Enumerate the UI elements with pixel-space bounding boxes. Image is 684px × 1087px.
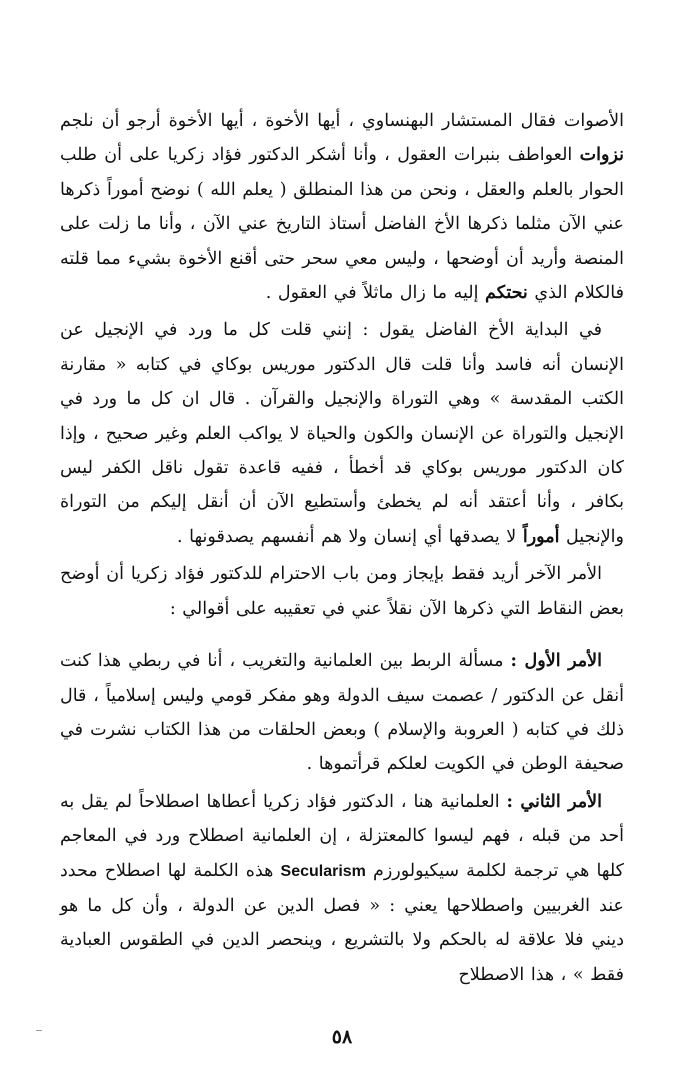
corner-mark [36,1030,42,1031]
paragraph-2 [60,313,624,554]
p2-seg-2: لا يصدقها أي إنسان ولا هم أنفسهم يصدقونها . [177,526,523,547]
page-body [60,104,624,992]
p1-seg-4: إليه ما زال ماثلاً في العقول . [265,283,486,304]
p2-seg-0: في البداية الأخ الفاضل يقول : إنني قلت كل ما ورد في الإنجيل عن الإنسان أنه فاسد وأنا قلت قال الدكتور موريس بوكاي في كتابه « مقارنة الكتب المقدسة » وهي التوراة والإنجيل والقرآن . قال ان كل ما ورد في الإنجيل والتوراة عن الإنسان والكون والحياة لا يواكب العلم وغير صحيح ، وإذا كان الدكتور موريس بوكاي قد أخطأ ، ففيه قاعدة تقول ناقل الكفر ليس بكافر ، وأنا أعتقد أنه لم يخطئ وأستطيع الآن أن أنقل إليكم من التوراة والإنجيل [60,320,624,547]
p3-seg-0: الأمر الآخر أريد فقط بإيجاز ومن باب الاحترام للدكتور فؤاد زكريا أن أوضح بعض النقاط التي ذكرها الآن نقلاً عني في تعقيبه على أقوالي : [60,564,624,619]
paragraph-1 [60,104,624,310]
p1-bold-nahtakim: نحتكم [485,283,528,304]
p1-seg-2: العواطف بنبرات العقول ، وأنا أشكر الدكتور فؤاد زكريا على أن طلب الحوار بالعلم والعقل ، ونحن من هذا المنطلق ( يعلم الله ) نوضح أموراً ذكرها عني الآن مثلما ذكرها الأخ الفاضل أستاذ التاريخ عني الآن ، وأنا ما زلت على المنصة وأريد أن أوضحها ، وليس معي سحر حتى أقنع الأخوة بشيء مما قلته فالكلام الذي [60,145,624,304]
p1-bold-nazawat: نزوات [579,145,624,166]
paragraph-4 [60,644,624,782]
p5-seg-3: هذه الكلمة لها اصطلاح محدد عند الغربيين واصطلاحها يعني : « فصل الدين عن الدولة ، وأن كل ما هو ديني فلا علاقة له بالحكم ولا بالتشريع ، وينحصر الدين في الطقوس العبادية فقط » ، هذا الاصطلاح [60,860,624,985]
p4-heading-first-matter: الأمر الأول : [510,651,602,672]
page-number: ٥٨ [331,1026,353,1048]
paragraph-3 [60,557,624,626]
spacer [60,626,624,644]
p5-secularism-term: Secularism [280,862,366,880]
p5-seg-1: العلمانية هنا ، الدكتور فؤاد زكريا أعطاها اصطلاحاً لم يقل به أحد من قبله ، فهم ليسوا كالمعتزلة ، إن العلمانية اصطلاح ورد في المعاجم كلها هي ترجمة لكلمة سيكيولورزم [60,791,624,881]
paragraph-5 [60,785,624,992]
p4-seg-1: مسألة الربط بين العلمانية والتغريب ، أنا في ربطي هذا كنت أنقل عن الدكتور / عصمت سيف الدولة وهو مفكر قومي وليس إسلامياً ، قال ذلك في كتابه ( العروبة والإسلام ) وبعض الحلقات من هذا الكتاب نشرت في صحيفة الوطن في الكويت لعلكم قرأتموها . [60,651,624,775]
p5-heading-second-matter: الأمر الثاني : [506,791,602,812]
p2-bold-umooran: أموراً [522,526,560,547]
p1-seg-0: الأصوات فقال المستشار البهنساوي ، أيها الأخوة ، أيها الأخوة أرجو أن نلجم [60,111,624,131]
